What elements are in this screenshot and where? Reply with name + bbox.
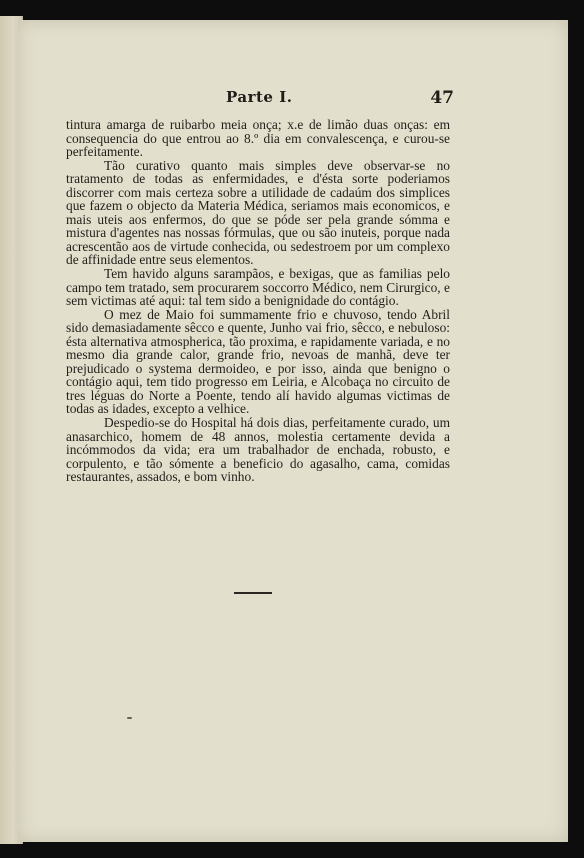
body-text [66, 118, 450, 484]
running-head: Parte I. [226, 88, 293, 106]
page-number: 47 [430, 88, 454, 108]
paragraph-5: Despedio-se do Hospital há dois dias, perfeitamente curado, um anasarchico, homem de 48 annos, molestia certamente devida a incómmodos da vida; era um trabalhador de enchada, robusto, e corpulento, e tão sómente a beneficio do agasalho, cama, comidas restaurantes, assados, e bom vinho. [66, 415, 450, 485]
paragraph-2: Tão curativo quanto mais simples deve observar-se no tratamento de todas as enfermidades, e d'ésta sorte poderiamos discorrer com mais certeza sobre a utilidade de cadaúm dos simplices que fazem o objecto da Materia Médica, seriamos mais economicos, e mais uteis aos enfermos, do que se póde ser pela grande sómma e mistura d'agentes nas nossas fórmulas, que ou são inuteis, porque nada acrescentão aos de virtude conhecida, ou sedestroem por um complexo de affinidade entre seus elementos. [66, 157, 450, 268]
paragraph-1: tintura amarga de ruibarbo meia onça; x.e de limão duas onças: em consequencia do que entrou ao 8.º dia em convalescença, e curou-se perfeitamente. [66, 117, 450, 160]
paragraph-4: O mez de Maio foi summamente frio e chuvoso, tendo Abril sido demasiadamente sêcco e quente, Junho vai frio, sêcco, e nebuloso: ésta alternativa atmospherica, tão proxima, e rapidamente variada, e no mesmo dia grande calor, grande frio, nevoas de manhã, deve ter prejudicado o systema dermoideo, e por isso, ainda que benigno o contágio aqui, tem tido progresso em Leiria, e Alcobaça no circuito de tres léguas do Norte a Poente, tendo alí havido algumas victimas de todas as idades, excepto a velhice. [66, 306, 450, 417]
page-header [66, 88, 458, 112]
paper-speck [127, 717, 132, 719]
section-end-rule [234, 592, 272, 594]
paragraph-3: Tem havido alguns sarampãos, e bexigas, que as familias pelo campo tem tratado, sem procurarem soccorro Médico, nem Cirurgico, e sem victimas até aqui: tal tem sido a benignidade do contágio. [66, 266, 450, 309]
